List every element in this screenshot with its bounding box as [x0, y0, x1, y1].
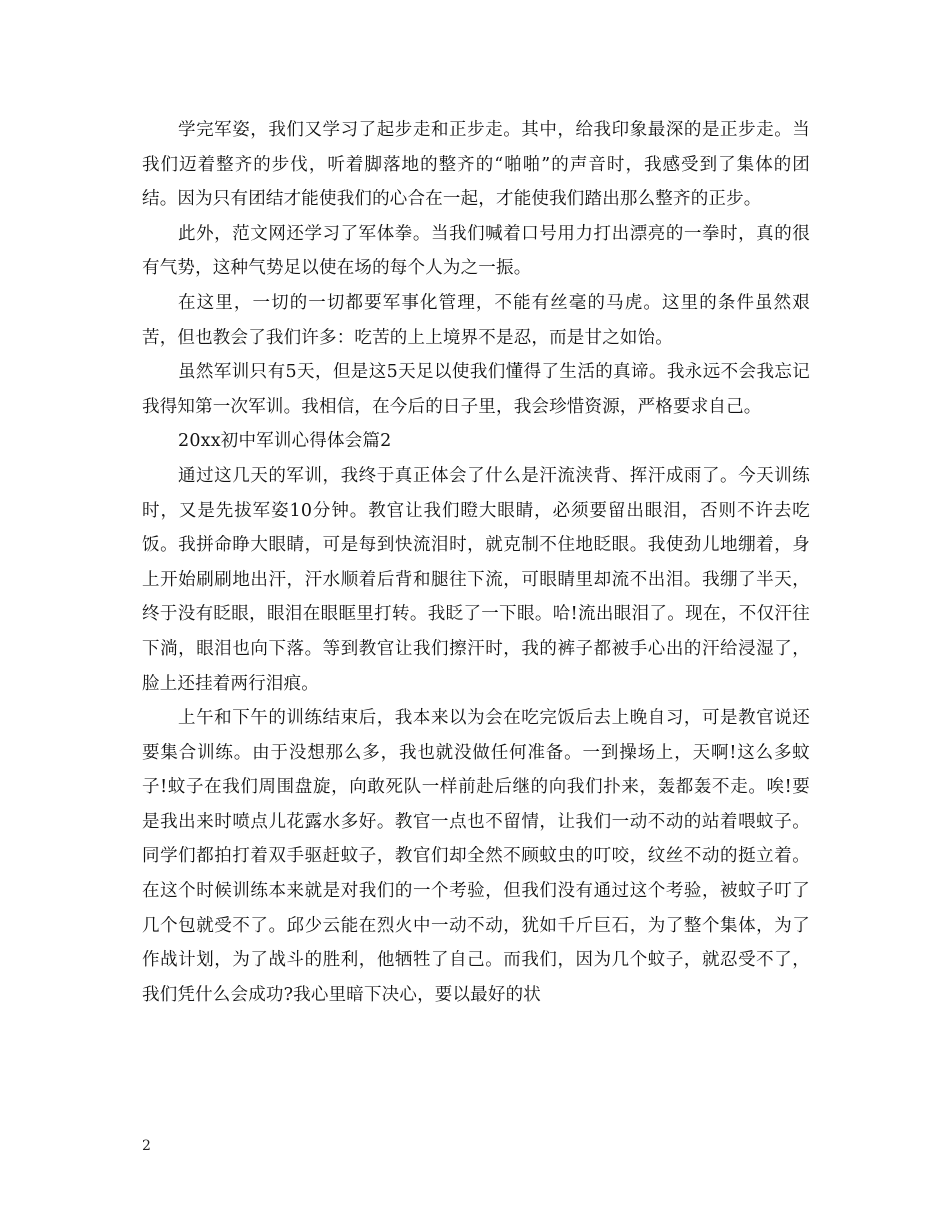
- page-number: 2: [142, 1138, 151, 1154]
- paragraph-bajunzi: 通过这几天的军训，我终于真正体会了什么是汗流浃背、挥汗成雨了。今天训练时，又是先拔军姿10分钟。教官让我们瞪大眼睛，必须要留出眼泪，否则不许去吃饭。我拼命睁大眼睛，可是每到快流泪时，就克制不住地眨眼。我使劲儿地绷着，身上开始刷刷地出汗，汗水顺着后背和腿往下流，可眼睛里却流不出泪。我绷了半天，终于没有眨眼，眼泪在眼眶里打转。我眨了一下眼。哈!流出眼泪了。现在，不仅汗往下淌，眼泪也向下落。等到教官让我们擦汗时，我的裤子都被手心出的汗给浸湿了，脸上还挂着两行泪痕。: [142, 465, 810, 694]
- paragraph-zhengbu: 学完军姿，我们又学习了起步走和正步走。其中，给我印象最深的是正步走。当我们迈着整齐的步伐，听着脚落地的整齐的“啪啪”的声音时，我感受到了集体的团结。因为只有团结才能使我们的心合在一起，才能使我们踏出那么整齐的正步。: [142, 120, 810, 210]
- paragraph-juntiquan: 此外，范文网还学习了军体拳。当我们喊着口号用力打出漂亮的一拳时，真的很有气势，这种气势足以使在场的每个人为之一振。: [142, 223, 810, 279]
- paragraph-zhendi: 虽然军训只有5天，但是这5天足以使我们懂得了生活的真谛。我永远不会我忘记我得知第一次军训。我相信，在今后的日子里，我会珍惜资源，严格要求自己。: [142, 362, 810, 417]
- paragraph-guanli: 在这里，一切的一切都要军事化管理，不能有丝毫的马虎。这里的条件虽然艰苦，但也教会了我们许多：吃苦的上上境界不是忍，而是甘之如饴。: [142, 292, 810, 348]
- section-heading: 20xx初中军训心得体会篇2: [178, 431, 392, 452]
- document-body: [142, 113, 810, 1012]
- paragraph-wenzi: 上午和下午的训练结束后，我本来以为会在吃完饭后去上晚自习，可是教官说还要集合训练。由于没想那么多，我也就没做任何准备。一到操场上，天啊!这么多蚊子!蚊子在我们周围盘旋，向敢死队一样前赴后继的向我们扑来，轰都轰不走。唉!要是我出来时喷点儿花露水多好。教官一点也不留情，让我们一动不动的站着喂蚊子。同学们都拍打着双手驱赶蚊子，教官们却全然不顾蚊虫的叮咬，纹丝不动的挺立着。在这个时候训练本来就是对我们的一个考验，但我们没有通过这个考验，被蚊子叮了几个包就受不了。邱少云能在烈火中一动不动，犹如千斤巨石，为了整个集体，为了作战计划，为了战斗的胜利，他牺牲了自己。而我们，因为几个蚊子，就忍受不了，我们凭什么会成功?我心里暗下决心，要以最好的状: [142, 708, 810, 1005]
